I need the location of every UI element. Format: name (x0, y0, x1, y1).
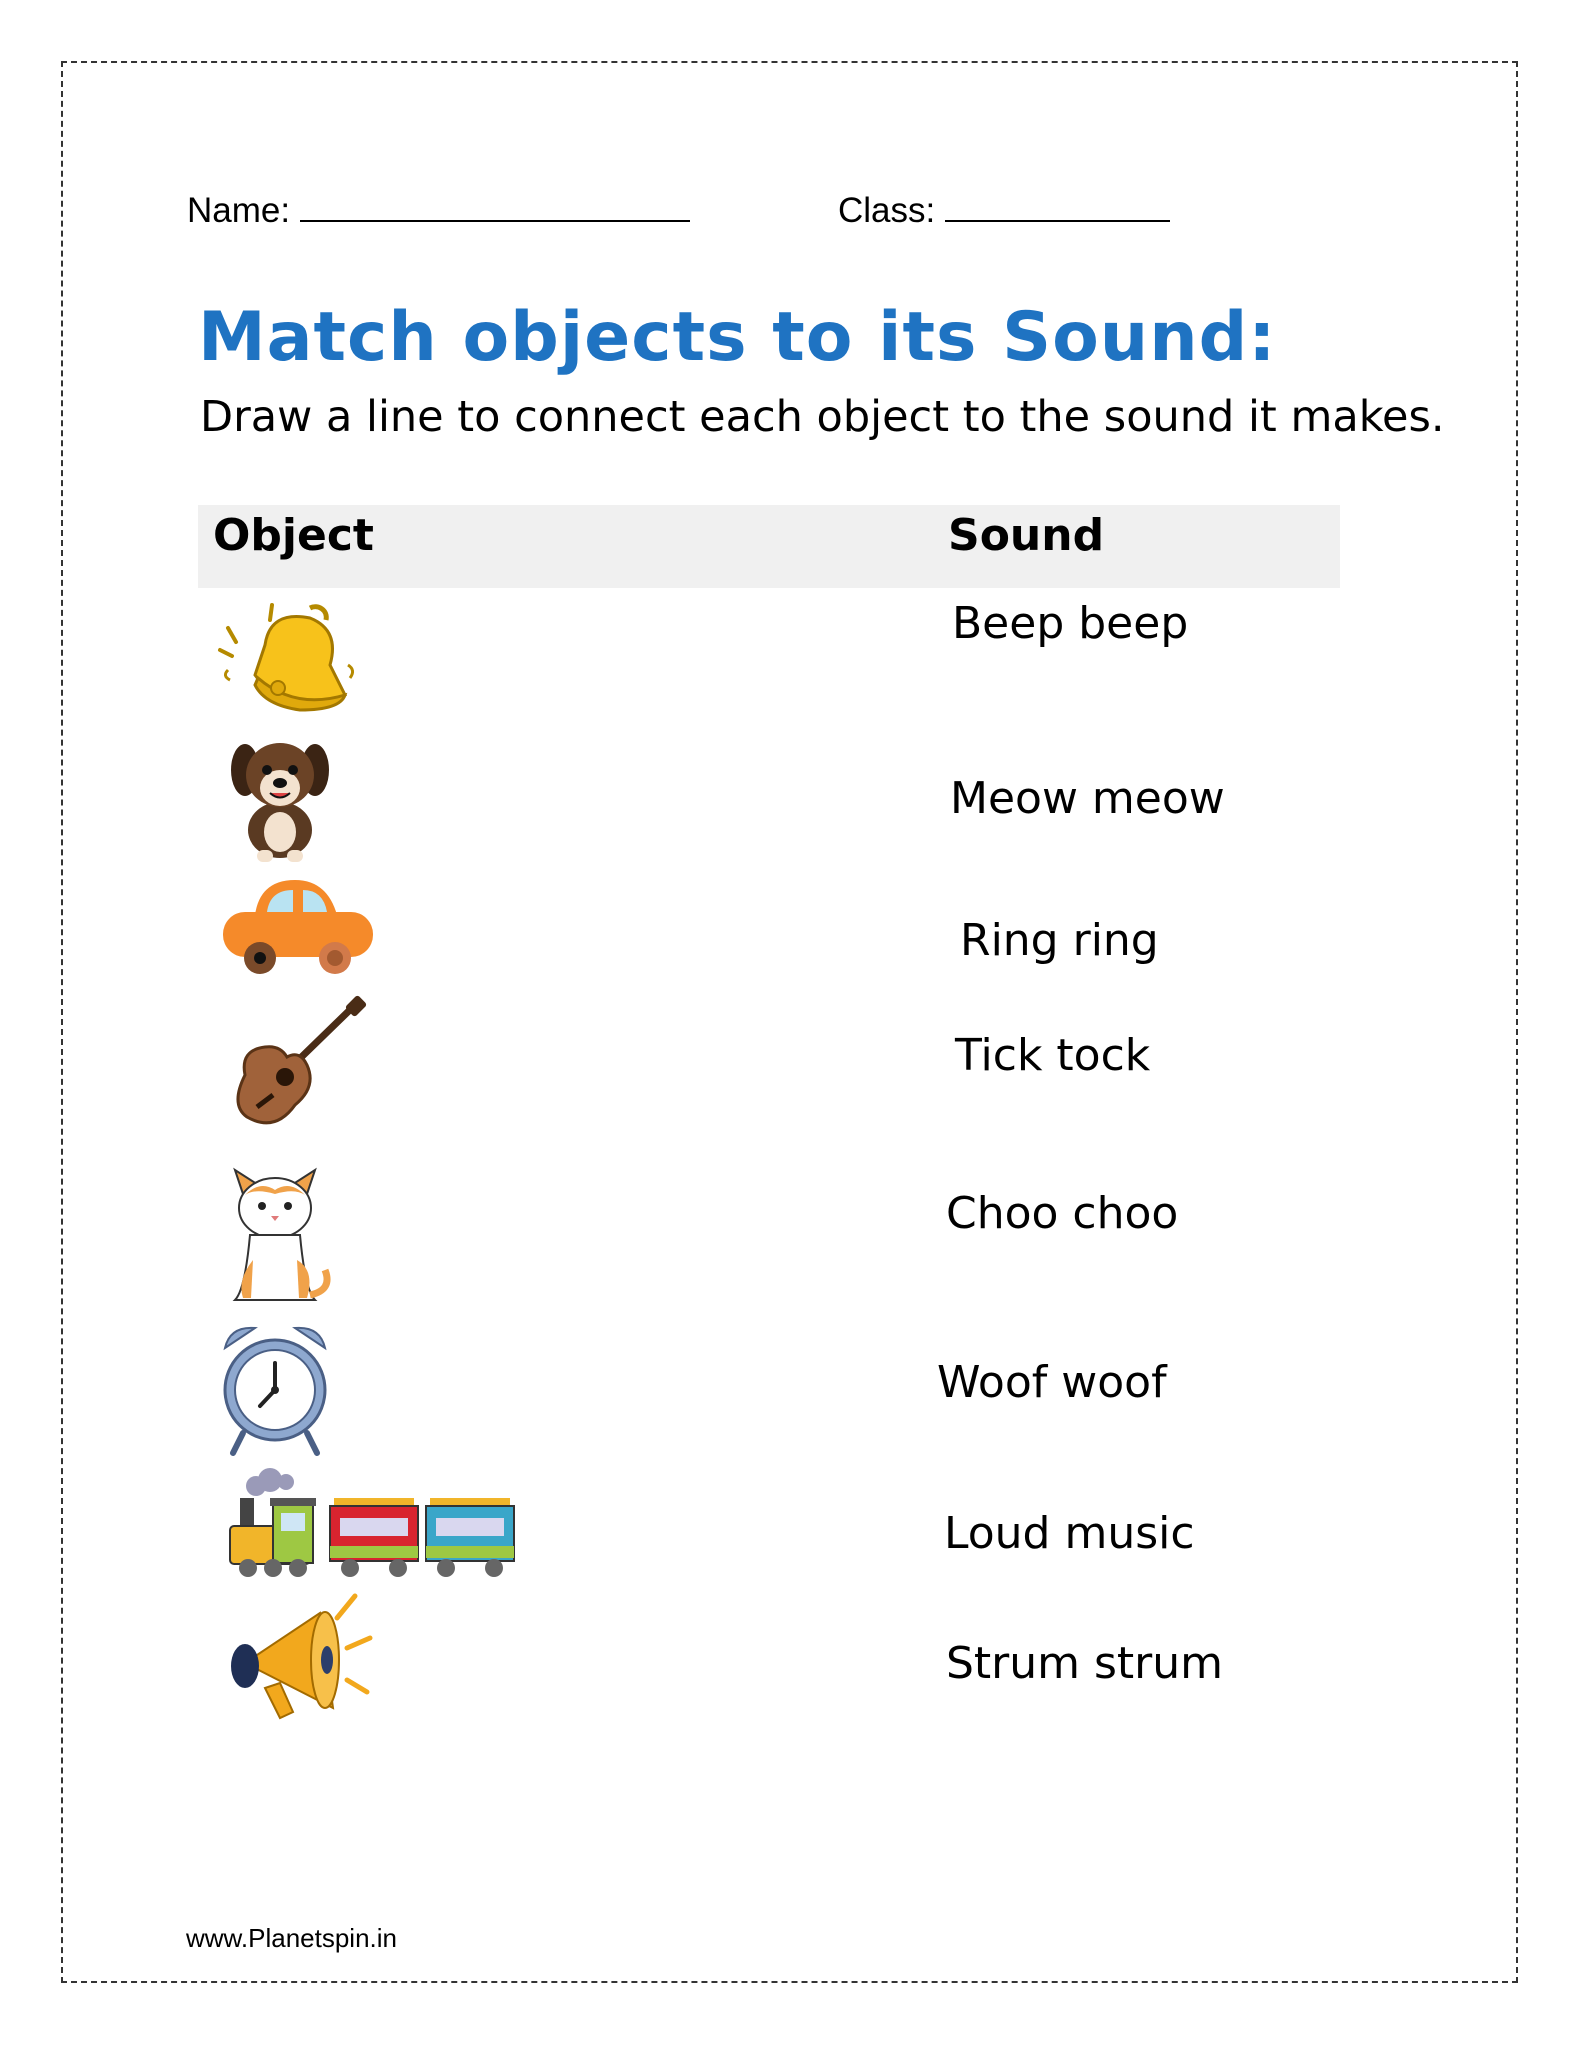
sound-label: Choo choo (946, 1188, 1179, 1239)
worksheet-title: Match objects to its Sound: (198, 298, 1277, 377)
train-icon (218, 1468, 518, 1588)
name-blank[interactable] (300, 190, 690, 222)
cat-icon (215, 1150, 335, 1310)
column-header-object: Object (213, 510, 374, 561)
sound-label: Strum strum (946, 1638, 1224, 1689)
sound-label: Beep beep (952, 598, 1189, 649)
sound-label: Loud music (944, 1508, 1195, 1559)
name-field (187, 190, 690, 231)
instruction-text: Draw a line to connect each object to the sound it makes. (200, 392, 1445, 442)
class-field (838, 190, 1170, 231)
bell-icon (210, 600, 360, 715)
name-label: Name: (187, 191, 291, 230)
class-blank[interactable] (945, 190, 1170, 222)
car-icon (215, 870, 380, 980)
alarm-clock-icon (215, 1318, 335, 1458)
column-header-sound: Sound (948, 510, 1105, 561)
sound-label: Ring ring (960, 915, 1159, 966)
sound-label: Meow meow (950, 773, 1225, 824)
footer-url: www.Planetspin.in (186, 1923, 397, 1953)
sound-label: Woof woof (937, 1357, 1167, 1408)
megaphone-icon (225, 1588, 375, 1738)
guitar-icon (225, 995, 370, 1135)
class-label: Class: (838, 191, 936, 230)
dog-icon (215, 730, 345, 865)
sound-label: Tick tock (955, 1030, 1151, 1081)
